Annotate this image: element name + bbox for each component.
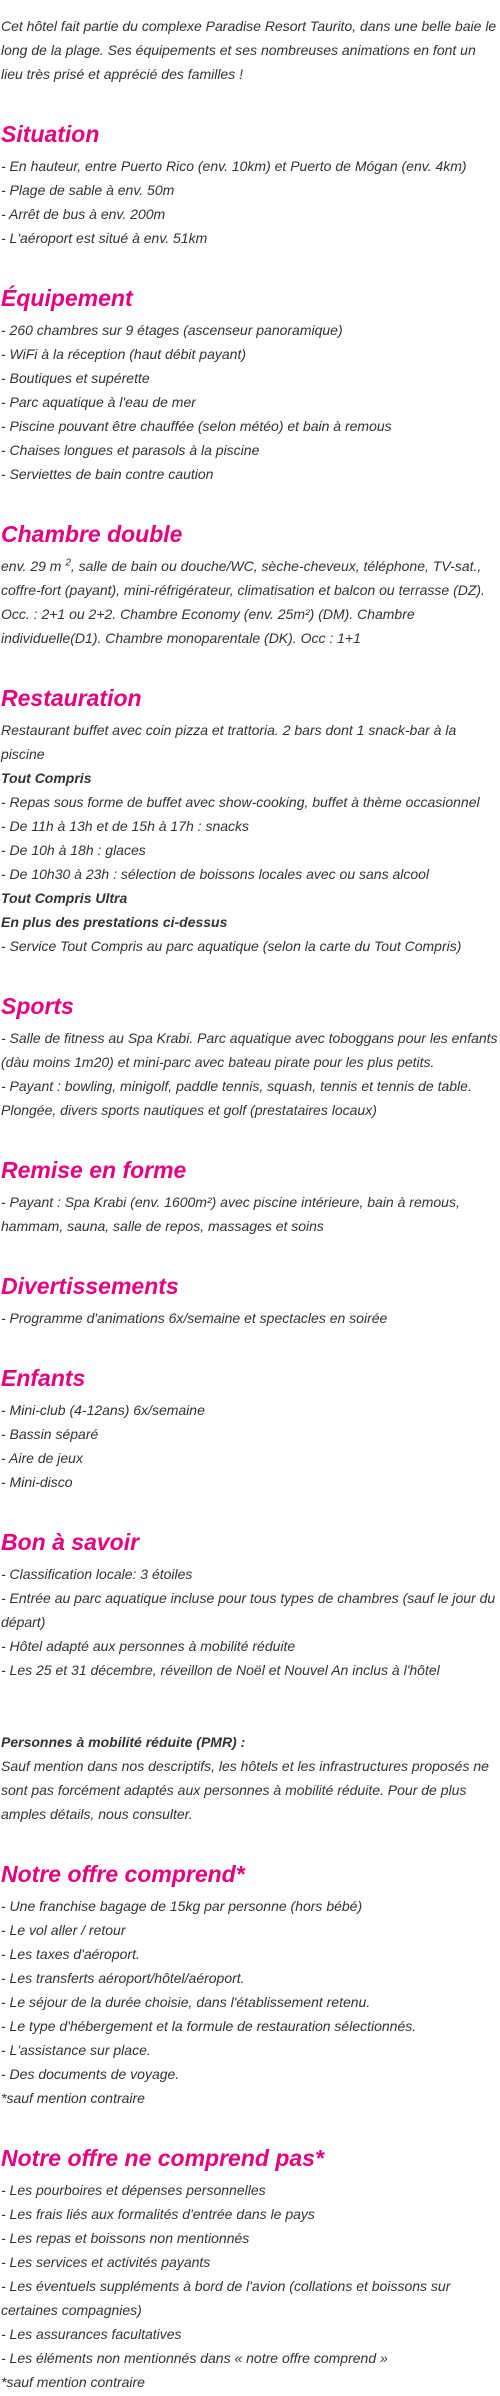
list-item: - Boutiques et supérette [1,370,150,386]
section-title-chambre: Chambre double [1,521,183,547]
list-item: - Le type d'hébergement et la formule de restauration sélectionnés. [1,2018,417,2034]
list-item: - Repas sous forme de buffet avec show-cooking, buffet à thème occasionnel [1,794,480,810]
spacer [1,1682,498,1706]
list-item: - Les transferts aéroport/hôtel/aéroport. [1,1970,245,1986]
enfants-list [1,1398,498,1494]
section-title-divertissements: Divertissements [1,1273,179,1299]
section-title-remise-en-forme: Remise en forme [1,1157,187,1183]
tout-compris-ultra-label: Tout Compris Ultra [1,890,128,906]
list-item: - Aire de jeux [1,1450,83,1466]
section-title-offre-comprend: Notre offre comprend* [1,1861,245,1887]
list-item: - De 10h30 à 23h : sélection de boissons locales avec ou sans alcool [1,866,430,882]
equipement-list [1,318,498,486]
section-title-equipement: Équipement [1,285,133,311]
list-item: - Classification locale: 3 étoiles [1,1566,193,1582]
chambre-text-start: env. 29 m [1,558,66,574]
list-item: - De 10h à 18h : glaces [1,842,146,858]
list-item: - Une franchise bagage de 15kg par personne (hors bébé) [1,1898,363,1914]
list-item: - Les 25 et 31 décembre, réveillon de Noël et Nouvel An inclus à l'hôtel [1,1662,440,1678]
list-item: - Les frais liés aux formalités d'entrée dans le pays [1,2206,315,2222]
chambre-text-end: , salle de bain ou douche/WC, sèche-cheveux, téléphone, TV-sat., coffre-fort (payant), mini-réfrigérateur, climatisation et balcon ou terrasse (DZ). Occ. : 2+1 ou 2+2. Chambre Economy (env. 25m²) (DM). Chambre individuelle(D1). Chambre monoparentale (DK). Occ : 1+1 [1,558,485,646]
sports-list [1,1026,498,1122]
spacer [1,1706,498,1730]
footnote: *sauf mention contraire [1,2090,145,2106]
list-item: - Mini-club (4-12ans) 6x/semaine [1,1402,205,1418]
list-item: - En hauteur, entre Puerto Rico (env. 10km) et Puerto de Mógan (env. 4km) [1,158,467,174]
bon-savoir-list [1,1562,498,1826]
ultra-sub-label: En plus des prestations ci-dessus [1,914,228,930]
list-item: - Les éventuels suppléments à bord de l'avion (collations et boissons sur certaines compagnies) [1,2278,451,2318]
list-item: - Hôtel adapté aux personnes à mobilité réduite [1,1638,296,1654]
situation-list [1,154,498,250]
section-title-bon-a-savoir: Bon à savoir [1,1529,140,1555]
list-item: - Les repas et boissons non mentionnés [1,2230,250,2246]
list-item: - Le séjour de la durée choisie, dans l'établissement retenu. [1,1994,371,2010]
list-item: - Les services et activités payants [1,2254,211,2270]
list-item: - Bassin séparé [1,1426,99,1442]
list-item: - Les éléments non mentionnés dans « notre offre comprend » [1,2350,388,2366]
intro-text: Cet hôtel fait partie du complexe Paradise Resort Taurito, dans une belle baie le long de la plage. Ses équipements et ses nombreuses animations en font un lieu très prisé et apprécié des familles ! [1,18,497,82]
pmr-label: Personnes à mobilité réduite (PMR) : [1,1734,246,1750]
list-item: - Serviettes de bain contre caution [1,466,214,482]
list-item: - Le vol aller / retour [1,1922,126,1938]
list-item: - Salle de fitness au Spa Krabi. Parc aquatique avec toboggans pour les enfants (dàu moins 1m20) et mini-parc avec bateau pirate pour les plus petits. [1,1030,498,1070]
tout-compris-label: Tout Compris [1,770,92,786]
footnote: *sauf mention contraire [1,2374,145,2390]
list-item: - Les pourboires et dépenses personnelles [1,2182,266,2198]
list-item: - Payant : Spa Krabi (env. 1600m²) avec piscine intérieure, bain à remous, hammam, sauna, salle de repos, massages et soins [1,1194,460,1234]
chambre-text [1,554,498,650]
restauration-content [1,718,498,958]
remise-list [1,1190,498,1238]
list-item: - Les assurances facultatives [1,2326,182,2342]
list-item: - Chaises longues et parasols à la piscine [1,442,260,458]
pmr-text: Sauf mention dans nos descriptifs, les hôtels et les infrastructures proposés ne sont pas forcément adaptés aux personnes à mobilité réduite. Pour de plus amples détails, nous consulter. [1,1758,489,1822]
list-item: - 260 chambres sur 9 étages (ascenseur panoramique) [1,322,343,338]
offre-ne-comprend-list [1,2178,498,2394]
section-title-offre-ne-comprend-pas: Notre offre ne comprend pas* [1,2145,324,2171]
offre-comprend-list [1,1894,498,2110]
list-item: - Piscine pouvant être chauffée (selon météo) et bain à remous [1,418,392,434]
list-item: - Les taxes d'aéroport. [1,1946,140,1962]
restauration-intro: Restaurant buffet avec coin pizza et trattoria. 2 bars dont 1 snack-bar à la piscine [1,722,457,762]
divertissements-list [1,1306,498,1330]
section-title-sports: Sports [1,993,74,1019]
list-item: - Mini-disco [1,1474,73,1490]
chambre-text-superscript: 2 [65,557,71,569]
section-title-situation: Situation [1,121,100,147]
list-item: - Parc aquatique à l'eau de mer [1,394,196,410]
section-title-restauration: Restauration [1,685,142,711]
list-item: - Plage de sable à env. 50m [1,182,175,198]
list-item: - Des documents de voyage. [1,2066,180,2082]
list-item: - L'aéroport est situé à env. 51km [1,230,208,246]
list-item: - L'assistance sur place. [1,2042,151,2058]
list-item: - De 11h à 13h et de 15h à 17h : snacks [1,818,250,834]
section-title-enfants: Enfants [1,1365,86,1391]
list-item: - Arrêt de bus à env. 200m [1,206,166,222]
list-item: - Service Tout Compris au parc aquatique (selon la carte du Tout Compris) [1,938,462,954]
list-item: - Payant : bowling, minigolf, paddle tennis, squash, tennis et tennis de table. Plongée, divers sports nautiques et golf (prestataires locaux) [1,1078,472,1118]
list-item: - Entrée au parc aquatique incluse pour tous types de chambres (sauf le jour du départ) [1,1590,496,1630]
list-item: - WiFi à la réception (haut débit payant) [1,346,246,362]
list-item: - Programme d'animations 6x/semaine et spectacles en soirée [1,1310,388,1326]
